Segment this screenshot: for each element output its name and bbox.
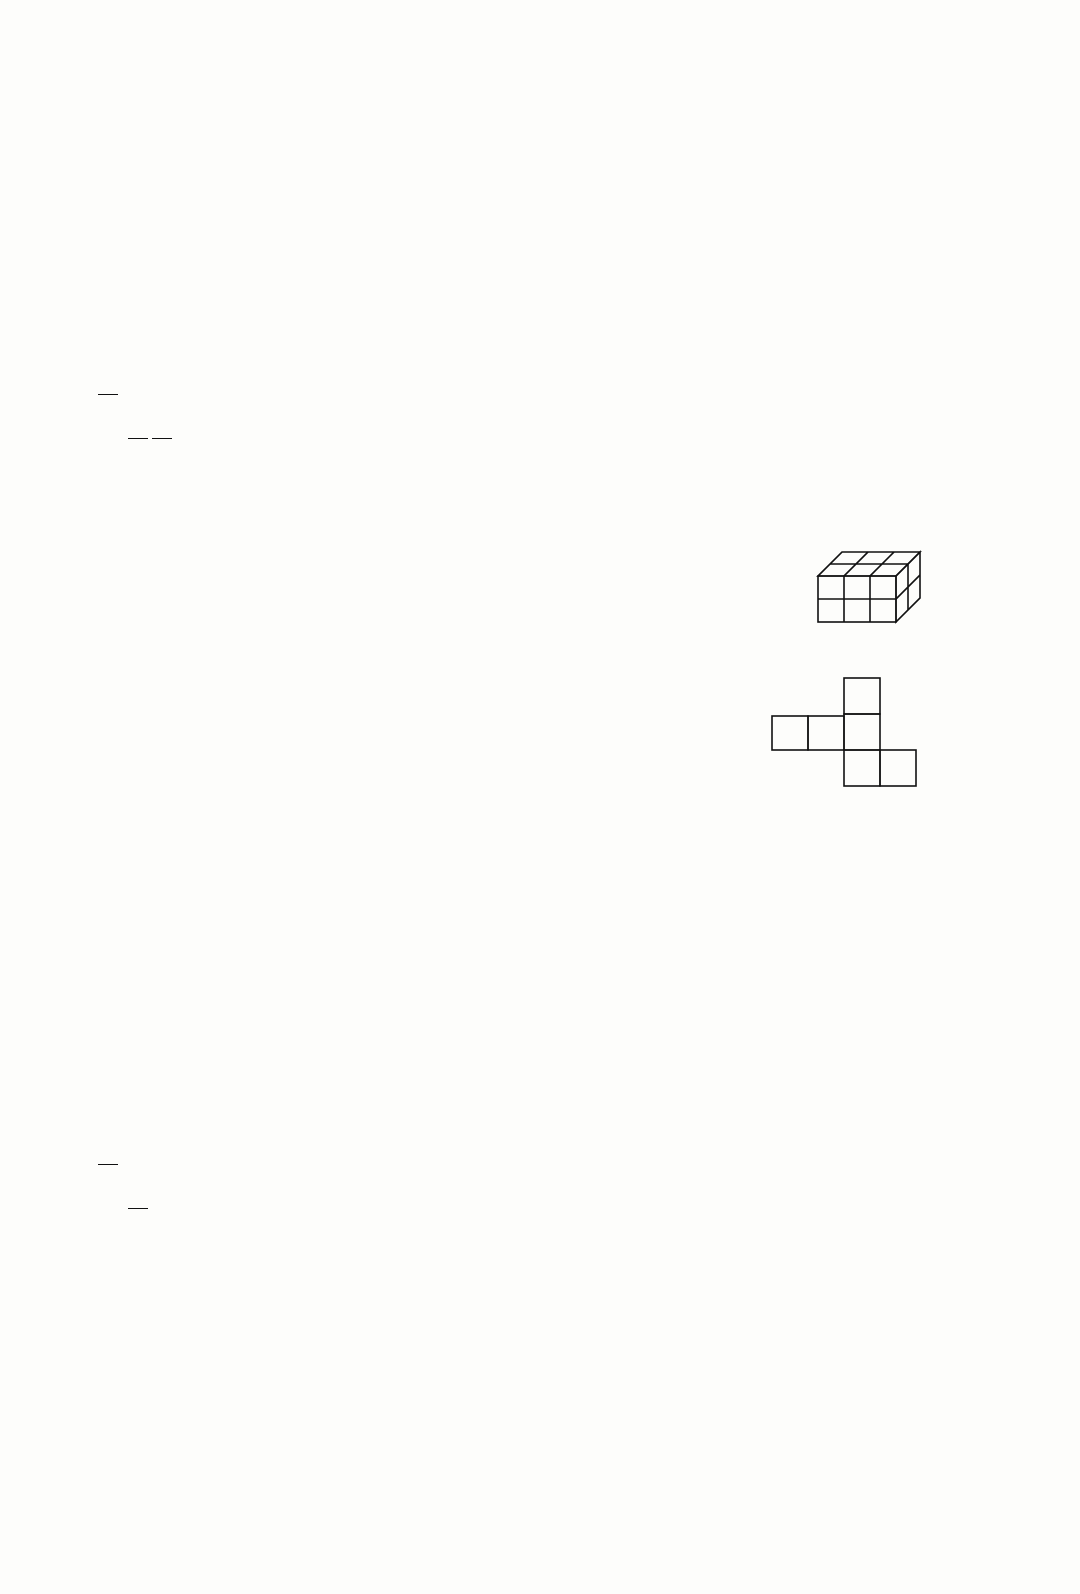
question-2-line-2 <box>126 416 174 460</box>
cuboid-figure <box>812 546 924 628</box>
fraction-blank <box>98 393 118 396</box>
question-2-line-1 <box>96 372 120 416</box>
cube-net-figure <box>770 676 918 788</box>
question-9-line-1 <box>96 1142 120 1186</box>
fraction-blank <box>152 437 172 440</box>
fraction-blank <box>128 1207 148 1210</box>
fraction-blank <box>98 1163 118 1166</box>
fraction-blank <box>128 437 148 440</box>
score-line-chart <box>570 840 930 1090</box>
question-9-line-2 <box>126 1186 150 1230</box>
